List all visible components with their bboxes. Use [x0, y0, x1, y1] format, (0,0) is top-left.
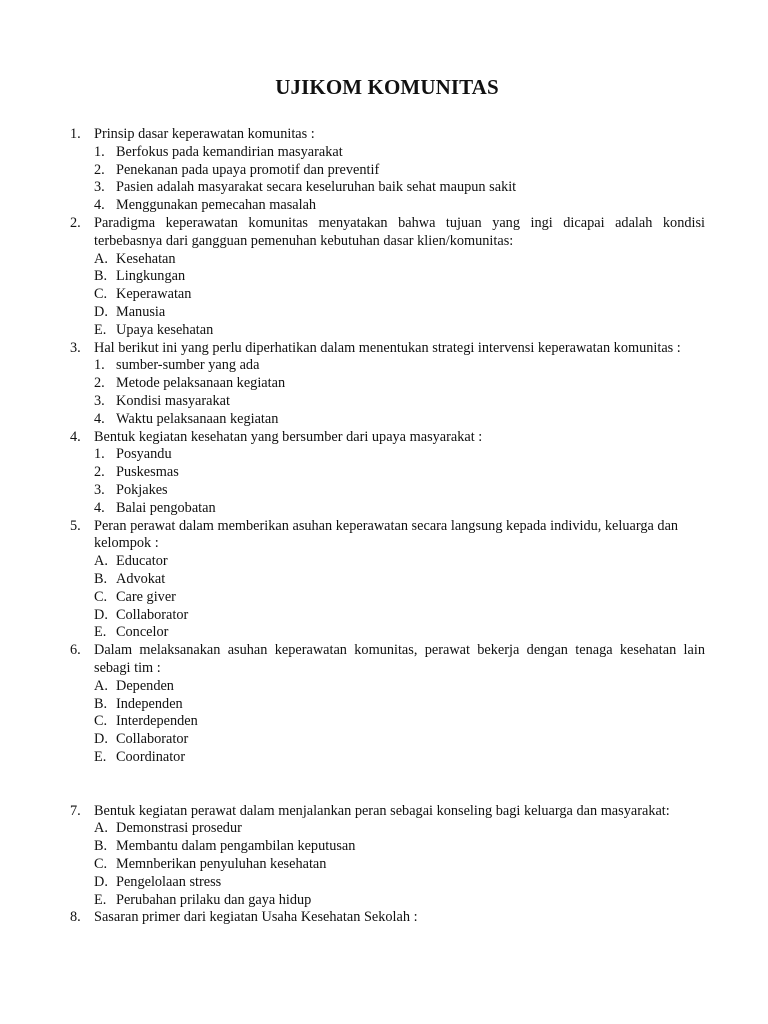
option-text: Metode pelaksanaan kegiatan	[116, 375, 286, 392]
option	[94, 286, 768, 304]
option-label: C.	[94, 588, 108, 605]
option-label: 1.	[94, 446, 105, 463]
option	[94, 322, 768, 340]
option	[94, 553, 768, 571]
option	[94, 696, 768, 714]
option-text: Puskesmas	[116, 464, 179, 481]
option	[94, 624, 768, 642]
option	[94, 179, 768, 197]
option-label: D.	[94, 873, 108, 890]
option-text: Manusia	[116, 303, 166, 320]
option-text: Dependen	[116, 677, 174, 694]
question-text: Bentuk kegiatan perawat dalam menjalankan peran sebagai konseling bagi keluarga dan masyarakat:	[94, 802, 670, 819]
option	[94, 838, 768, 856]
option-label: B.	[94, 838, 108, 855]
option-text: Waktu pelaksanaan kegiatan	[116, 410, 279, 427]
question-list	[0, 126, 768, 927]
option-text: Care giver	[116, 588, 176, 605]
option-text: Demonstrasi prosedur	[116, 820, 242, 837]
question-number: 7.	[70, 802, 81, 819]
option-label: 4.	[94, 197, 105, 214]
option	[94, 197, 768, 215]
option	[94, 820, 768, 838]
option-text: Independen	[116, 695, 183, 712]
option-label: 4.	[94, 499, 105, 516]
option	[94, 874, 768, 892]
option	[94, 411, 768, 429]
question-text: Paradigma keperawatan komunitas menyatakan bahwa tujuan yang ingi dicapai adalah kondisi terbebasnya dari gangguan pemenuhan kebutuhan dasar klien/komunitas:	[94, 214, 705, 249]
question-number: 4.	[70, 428, 81, 445]
option-label: 3.	[94, 179, 105, 196]
option-label: D.	[94, 606, 108, 623]
question-3	[0, 340, 768, 429]
option	[94, 482, 768, 500]
option-text: Menggunakan pemecahan masalah	[116, 197, 317, 214]
option-text: sumber-sumber yang ada	[116, 357, 260, 374]
option	[94, 749, 768, 767]
option-label: A.	[94, 820, 108, 837]
option	[94, 304, 768, 322]
question-7	[0, 803, 768, 910]
option-label: E.	[94, 748, 107, 765]
option-label: E.	[94, 891, 107, 908]
option-text: Upaya kesehatan	[116, 321, 214, 338]
option	[94, 375, 768, 393]
option-text: Advokat	[116, 570, 166, 587]
option-label: C.	[94, 286, 108, 303]
option-label: B.	[94, 695, 108, 712]
option-label: 2.	[94, 161, 105, 178]
option-label: 4.	[94, 410, 105, 427]
question-6	[0, 642, 768, 767]
question-2	[0, 215, 768, 340]
option-label: C.	[94, 856, 108, 873]
question-number: 5.	[70, 517, 81, 534]
question-text: Hal berikut ini yang perlu diperhatikan dalam menentukan strategi intervensi keperawatan komunitas :	[94, 339, 681, 356]
question-number: 3.	[70, 339, 81, 356]
option-label: D.	[94, 303, 108, 320]
option-text: Collaborator	[116, 606, 189, 623]
option-text: Collaborator	[116, 731, 189, 748]
option-text: Pasien adalah masyarakat secara keseluruhan baik sehat maupun sakit	[116, 179, 517, 196]
option-label: B.	[94, 570, 108, 587]
option-text: Posyandu	[116, 446, 172, 463]
option	[94, 393, 768, 411]
option-text: Penekanan pada upaya promotif dan preventif	[116, 161, 380, 178]
option-text: Memnberikan penyuluhan kesehatan	[116, 856, 327, 873]
question-4	[0, 429, 768, 518]
option-label: 2.	[94, 375, 105, 392]
question-text: Dalam melaksanakan asuhan keperawatan komunitas, perawat bekerja dengan tenaga kesehatan lain sebagi tim :	[94, 642, 705, 676]
option-label: B.	[94, 268, 108, 285]
question-text: Bentuk kegiatan kesehatan yang bersumber dari upaya masyarakat :	[94, 428, 483, 445]
option-text: Kondisi masyarakat	[116, 392, 230, 409]
option-label: D.	[94, 731, 108, 748]
option-label: A.	[94, 553, 108, 570]
option-text: Keperawatan	[116, 286, 192, 303]
blank-gap	[0, 767, 768, 803]
option-text: Balai pengobatan	[116, 499, 216, 516]
option-label: 1.	[94, 357, 105, 374]
option-text: Berfokus pada kemandirian masyarakat	[116, 143, 343, 160]
question-1	[0, 126, 768, 215]
option-label: 3.	[94, 481, 105, 498]
option-label: A.	[94, 677, 108, 694]
option-text: Kesehatan	[116, 250, 176, 267]
question-5	[0, 518, 768, 643]
option	[94, 678, 768, 696]
question-text: Prinsip dasar keperawatan komunitas :	[94, 126, 315, 142]
option-label: E.	[94, 321, 107, 338]
option-text: Educator	[116, 553, 168, 570]
option	[94, 571, 768, 589]
option	[94, 589, 768, 607]
option-label: C.	[94, 713, 108, 730]
option	[94, 607, 768, 625]
option	[94, 856, 768, 874]
option-text: Perubahan prilaku dan gaya hidup	[116, 891, 312, 908]
option	[94, 731, 768, 749]
option	[94, 892, 768, 910]
option-label: A.	[94, 250, 108, 267]
option-text: Membantu dalam pengambilan keputusan	[116, 838, 356, 855]
option-text: Pokjakes	[116, 481, 168, 498]
question-text: Peran perawat dalam memberikan asuhan keperawatan secara langsung kepada individu, keluarga dan kelompok :	[94, 517, 679, 552]
option	[94, 713, 768, 731]
question-number: 8.	[70, 909, 81, 926]
option-text: Pengelolaan stress	[116, 873, 222, 890]
option-text: Interdependen	[116, 713, 198, 730]
option	[94, 446, 768, 464]
option-label: 3.	[94, 392, 105, 409]
option-label: 2.	[94, 464, 105, 481]
question-text: Sasaran primer dari kegiatan Usaha Kesehatan Sekolah :	[94, 909, 418, 926]
page-title: UJIKOM KOMUNITAS	[275, 75, 499, 99]
option	[94, 357, 768, 375]
option	[94, 464, 768, 482]
question-8	[0, 909, 768, 927]
option-text: Coordinator	[116, 748, 186, 765]
question-number: 6.	[70, 642, 81, 659]
option	[94, 162, 768, 180]
option-text: Lingkungan	[116, 268, 186, 285]
question-number: 2.	[70, 214, 81, 231]
option	[94, 251, 768, 269]
option	[94, 268, 768, 286]
option	[94, 144, 768, 162]
option-label: E.	[94, 624, 107, 641]
option-text: Concelor	[116, 624, 169, 641]
option	[94, 500, 768, 518]
question-number: 1.	[70, 126, 81, 142]
option-label: 1.	[94, 143, 105, 160]
